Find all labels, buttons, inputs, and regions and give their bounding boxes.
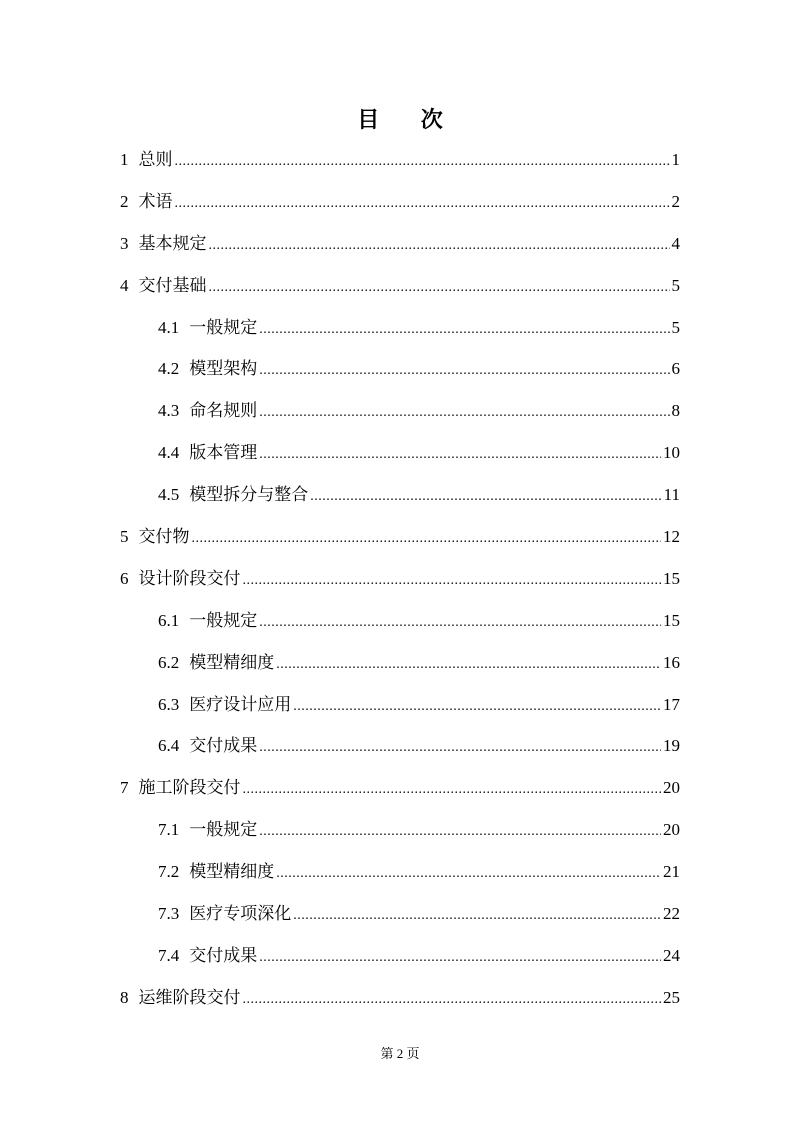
toc-entry[interactable] [120,693,680,717]
toc-entry-page: 20 [663,778,680,798]
toc-entry-page: 2 [671,191,680,211]
toc-entry-label: 医疗设计应用 [189,694,292,714]
toc-entry[interactable] [120,483,680,507]
dot-leader [259,443,661,467]
dot-leader [310,485,661,509]
toc-entry[interactable] [120,274,680,298]
toc-entry-number: 6.2 [158,652,180,672]
toc-entry[interactable] [120,399,680,423]
toc-entry-number: 3 [120,233,129,253]
dot-leader [243,569,662,593]
dot-leader [259,401,669,425]
toc-entry-page: 21 [663,862,680,882]
toc-entry[interactable] [120,818,680,842]
toc-entry[interactable] [120,567,680,591]
toc-entry-page: 6 [671,359,680,379]
toc-entry-number: 8 [120,987,129,1007]
toc-entry[interactable] [120,651,680,675]
toc-entry-number: 7.3 [158,904,180,924]
toc-entry-label: 术语 [138,191,173,211]
dot-leader [293,904,661,928]
table-of-contents [120,148,680,1028]
toc-entry[interactable] [120,316,680,340]
dot-leader [276,653,661,677]
toc-entry-number: 7.2 [158,862,180,882]
toc-entry-page: 22 [663,904,680,924]
toc-entry-label: 模型精细度 [189,862,275,882]
page-footer: 第 2 页 [380,1046,420,1061]
toc-entry-page: 15 [663,568,680,588]
toc-entry[interactable] [120,902,680,926]
toc-entry-number: 4.4 [158,443,180,463]
toc-entry-page: 12 [663,527,680,547]
toc-entry-page: 19 [663,736,680,756]
toc-entry-page: 4 [671,233,680,253]
toc-entry-page: 15 [663,610,680,630]
toc-entry[interactable] [120,860,680,884]
toc-entry-label: 版本管理 [189,443,258,463]
toc-entry-page: 25 [663,987,680,1007]
dot-leader [243,988,662,1012]
toc-entry-label: 一般规定 [189,820,258,840]
toc-entry-page: 17 [663,694,680,714]
toc-entry-label: 交付基础 [138,275,207,295]
toc-entry-number: 4.1 [158,317,180,337]
toc-entry-number: 7.1 [158,820,180,840]
toc-entry[interactable] [120,357,680,381]
toc-entry-page: 16 [663,652,680,672]
toc-entry[interactable] [120,190,680,214]
dot-leader [243,778,662,802]
toc-entry-page: 10 [663,443,680,463]
toc-entry[interactable] [120,734,680,758]
dot-leader [259,318,669,342]
toc-entry-number: 4.5 [158,485,180,505]
toc-entry[interactable] [120,944,680,968]
toc-entry[interactable] [120,441,680,465]
dot-leader [209,276,670,300]
toc-entry-label: 总则 [138,150,173,169]
toc-entry-number: 6.3 [158,694,180,714]
toc-entry-number: 6.4 [158,736,180,756]
toc-entry-label: 施工阶段交付 [138,778,241,798]
toc-entry-number: 7.4 [158,945,180,965]
toc-entry-number: 5 [120,527,129,547]
toc-entry[interactable] [120,232,680,256]
dot-leader [192,527,662,551]
toc-entry-number: 6.1 [158,610,180,630]
toc-entry-number: 7 [120,778,129,798]
dot-leader [259,359,669,383]
toc-entry-label: 一般规定 [189,610,258,630]
toc-entry-label: 命名规则 [189,401,258,421]
toc-entry-label: 基本规定 [138,233,207,253]
toc-entry-page: 5 [671,275,680,295]
dot-leader [259,946,661,970]
toc-entry[interactable] [120,525,680,549]
toc-entry-label: 一般规定 [189,317,258,337]
toc-entry-number: 2 [120,191,129,211]
dot-leader [276,862,661,886]
toc-entry-label: 运维阶段交付 [138,987,241,1007]
toc-entry[interactable] [120,986,680,1010]
toc-entry-number: 1 [120,150,129,169]
dot-leader [175,192,670,216]
toc-entry-label: 医疗专项深化 [189,904,292,924]
dot-leader [259,611,661,635]
toc-entry-label: 交付成果 [189,945,258,965]
toc-entry-label: 交付成果 [189,736,258,756]
toc-entry-label: 模型精细度 [189,652,275,672]
toc-entry-label: 设计阶段交付 [138,568,241,588]
toc-entry[interactable] [120,148,680,172]
toc-entry-page: 11 [663,485,680,505]
toc-entry-label: 交付物 [138,527,190,547]
dot-leader [259,820,661,844]
dot-leader [209,234,670,258]
toc-entry-page: 5 [671,317,680,337]
toc-entry-page: 20 [663,820,680,840]
toc-entry-number: 4.3 [158,401,180,421]
toc-entry-label: 模型拆分与整合 [189,485,309,505]
toc-entry-number: 4 [120,275,129,295]
toc-entry[interactable] [120,609,680,633]
toc-entry-label: 模型架构 [189,359,258,379]
dot-leader [175,150,670,174]
dot-leader [293,695,661,719]
toc-entry-page: 1 [671,150,680,169]
toc-entry[interactable] [120,776,680,800]
toc-entry-number: 4.2 [158,359,180,379]
dot-leader [259,736,661,760]
toc-entry-page: 8 [671,401,680,421]
page-title: 目 次 [357,107,461,132]
toc-entry-number: 6 [120,568,129,588]
toc-entry-page: 24 [663,945,680,965]
